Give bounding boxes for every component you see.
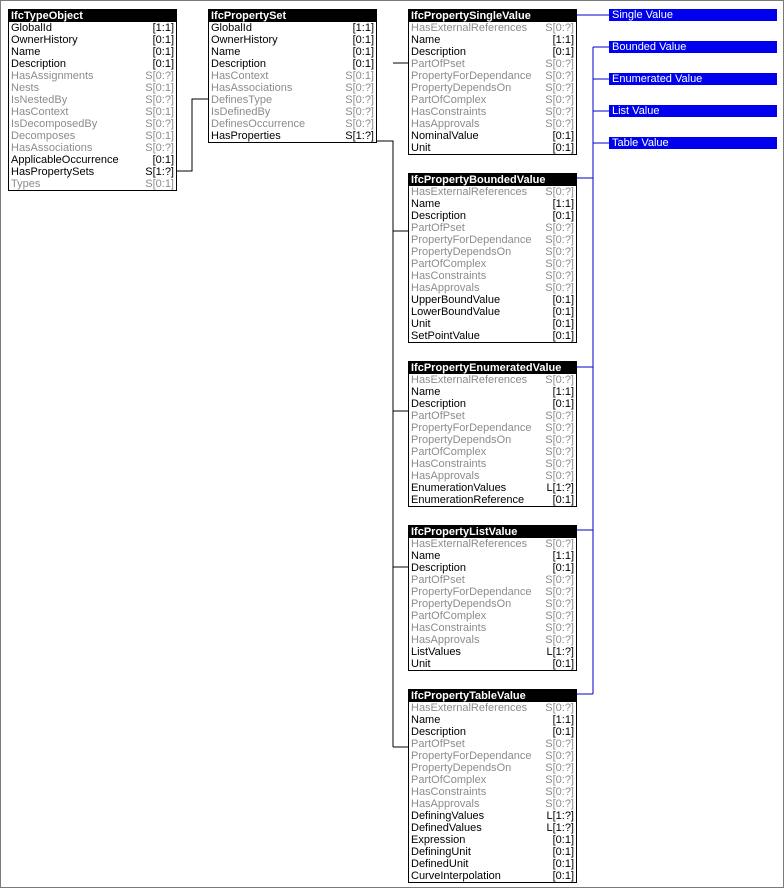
attribute-row[interactable] — [409, 634, 576, 646]
attribute-name: HasApprovals — [411, 470, 480, 482]
entity-ifcpropertylistvalue[interactable] — [408, 525, 577, 671]
attribute-row[interactable] — [209, 70, 376, 82]
attribute-name: Decomposes — [11, 130, 76, 142]
attribute-name: PropertyDependsOn — [411, 762, 512, 774]
attribute-cardinality: S[0:?] — [545, 634, 574, 646]
attribute-cardinality: [0:1] — [352, 34, 374, 46]
attribute-cardinality: [0:1] — [552, 870, 574, 882]
attribute-row[interactable] — [409, 586, 576, 598]
attribute-name: Description — [411, 562, 467, 574]
connector-label-bus — [577, 47, 609, 694]
entity-ifctypeobject[interactable] — [8, 9, 177, 191]
attribute-name: Description — [411, 398, 467, 410]
attribute-row[interactable] — [209, 130, 376, 142]
entity-title: IfcTypeObject — [9, 10, 176, 22]
attribute-row[interactable] — [409, 658, 576, 670]
attribute-cardinality: S[0:?] — [545, 374, 574, 386]
attribute-name: Nests — [11, 82, 40, 94]
attribute-row[interactable] — [409, 446, 576, 458]
attribute-name: Name — [11, 46, 41, 58]
attribute-cardinality: S[0:?] — [545, 258, 574, 270]
label-enumerated-value[interactable]: Enumerated Value — [609, 73, 777, 85]
attribute-name: EnumerationReference — [411, 494, 525, 506]
attribute-name: DefinesOccurrence — [211, 118, 306, 130]
attribute-row[interactable] — [209, 58, 376, 70]
attribute-cardinality: S[0:?] — [545, 798, 574, 810]
attribute-cardinality: S[0:?] — [545, 422, 574, 434]
attribute-name: PropertyDependsOn — [411, 82, 512, 94]
attribute-cardinality: S[0:?] — [545, 22, 574, 34]
attribute-cardinality: S[0:?] — [545, 762, 574, 774]
attribute-row[interactable] — [409, 774, 576, 786]
attribute-name: HasAssociations — [211, 82, 293, 94]
attribute-cardinality: S[1:?] — [145, 166, 174, 178]
entity-title: IfcPropertySet — [209, 10, 376, 22]
attribute-cardinality: [0:1] — [152, 34, 174, 46]
attribute-cardinality: S[0:?] — [145, 118, 174, 130]
attribute-row[interactable] — [409, 434, 576, 446]
attribute-row[interactable] — [409, 106, 576, 118]
entity-ifcpropertyenumeratedvalue[interactable] — [408, 361, 577, 507]
attribute-cardinality: S[0:?] — [545, 70, 574, 82]
attribute-row[interactable] — [409, 750, 576, 762]
attribute-cardinality: [1:1] — [152, 22, 174, 34]
attribute-cardinality: S[0:1] — [345, 70, 374, 82]
attribute-row[interactable] — [409, 82, 576, 94]
attribute-row[interactable] — [409, 726, 576, 738]
attribute-row[interactable] — [9, 94, 176, 106]
attribute-cardinality: S[0:?] — [545, 470, 574, 482]
attribute-name: HasConstraints — [411, 270, 487, 282]
attribute-name: HasExternalReferences — [411, 702, 528, 714]
attribute-row[interactable] — [409, 610, 576, 622]
entity-title: IfcPropertyListValue — [409, 526, 576, 538]
attribute-name: OwnerHistory — [211, 34, 278, 46]
attribute-name: Name — [411, 386, 441, 398]
attribute-cardinality: L[1:?] — [546, 822, 574, 834]
attribute-name: PartOfComplex — [411, 610, 487, 622]
attribute-name: PropertyDependsOn — [411, 598, 512, 610]
attribute-cardinality: S[0:?] — [545, 82, 574, 94]
attribute-row[interactable] — [409, 130, 576, 142]
attribute-row[interactable] — [409, 34, 576, 46]
attribute-row[interactable] — [9, 34, 176, 46]
attribute-cardinality: [0:1] — [552, 398, 574, 410]
attribute-name: HasContext — [211, 70, 269, 82]
attribute-cardinality: L[1:?] — [546, 810, 574, 822]
label-bounded-value[interactable]: Bounded Value — [609, 41, 777, 53]
attribute-row[interactable] — [9, 118, 176, 130]
attribute-cardinality: S[0:?] — [545, 410, 574, 422]
attribute-row[interactable] — [409, 822, 576, 834]
attribute-cardinality: [0:1] — [552, 494, 574, 506]
attribute-cardinality: [0:1] — [552, 210, 574, 222]
attribute-row[interactable] — [409, 270, 576, 282]
attribute-row[interactable] — [409, 142, 576, 154]
attribute-row[interactable] — [409, 186, 576, 198]
attribute-name: PartOfComplex — [411, 258, 487, 270]
attribute-row[interactable] — [409, 422, 576, 434]
attribute-name: GlobalId — [11, 22, 52, 34]
attribute-row[interactable] — [9, 178, 176, 190]
attribute-name: NominalValue — [411, 130, 479, 142]
attribute-name: LowerBoundValue — [411, 306, 501, 318]
attribute-cardinality: [0:1] — [552, 330, 574, 342]
attribute-name: CurveInterpolation — [411, 870, 501, 882]
attribute-cardinality: S[0:?] — [545, 738, 574, 750]
attribute-cardinality: S[0:?] — [545, 750, 574, 762]
attribute-name: Unit — [411, 142, 431, 154]
attribute-cardinality: S[0:?] — [545, 234, 574, 246]
attribute-name: Name — [411, 198, 441, 210]
attribute-name: PropertyDependsOn — [411, 434, 512, 446]
attribute-row[interactable] — [409, 398, 576, 410]
entity-ifcpropertytablevalue[interactable] — [408, 689, 577, 883]
attribute-row[interactable] — [409, 234, 576, 246]
attribute-row[interactable] — [409, 94, 576, 106]
attribute-name: HasApprovals — [411, 282, 480, 294]
attribute-cardinality: [0:1] — [352, 58, 374, 70]
attribute-cardinality: [0:1] — [552, 318, 574, 330]
attribute-row[interactable] — [409, 330, 576, 342]
attribute-cardinality: S[0:1] — [145, 178, 174, 190]
attribute-row[interactable] — [409, 386, 576, 398]
attribute-row[interactable] — [409, 574, 576, 586]
attribute-row[interactable] — [409, 118, 576, 130]
attribute-cardinality: S[0:1] — [145, 130, 174, 142]
attribute-name: PropertyDependsOn — [411, 246, 512, 258]
attribute-name: DefinedUnit — [411, 858, 469, 870]
attribute-name: Description — [411, 726, 467, 738]
attribute-name: HasApprovals — [411, 798, 480, 810]
entity-title: IfcPropertyBoundedValue — [409, 174, 576, 186]
attribute-name: PartOfComplex — [411, 94, 487, 106]
entity-ifcpropertysinglevalue[interactable] — [408, 9, 577, 155]
attribute-row[interactable] — [409, 374, 576, 386]
attribute-row[interactable] — [409, 482, 576, 494]
attribute-cardinality: [1:1] — [552, 34, 574, 46]
attribute-cardinality: S[0:?] — [545, 106, 574, 118]
attribute-cardinality: [1:1] — [352, 22, 374, 34]
attribute-cardinality: [0:1] — [552, 294, 574, 306]
attribute-cardinality: S[0:?] — [545, 458, 574, 470]
entity-ifcpropertyset[interactable] — [208, 9, 377, 143]
attribute-row[interactable] — [209, 94, 376, 106]
attribute-row[interactable] — [409, 846, 576, 858]
attribute-name: IsDefinedBy — [211, 106, 271, 118]
attribute-cardinality: [1:1] — [552, 386, 574, 398]
attribute-name: PropertyForDependance — [411, 70, 532, 82]
attribute-cardinality: S[0:?] — [545, 774, 574, 786]
label-list-value[interactable]: List Value — [609, 105, 777, 117]
attribute-name: PartOfPset — [411, 222, 465, 234]
attribute-cardinality: S[0:?] — [545, 610, 574, 622]
attribute-row[interactable] — [209, 118, 376, 130]
attribute-cardinality: [0:1] — [152, 46, 174, 58]
attribute-name: Description — [411, 46, 467, 58]
attribute-row[interactable] — [409, 550, 576, 562]
attribute-row[interactable] — [409, 702, 576, 714]
attribute-row[interactable] — [409, 282, 576, 294]
attribute-row[interactable] — [409, 762, 576, 774]
attribute-row[interactable] — [209, 34, 376, 46]
attribute-cardinality: S[0:?] — [345, 82, 374, 94]
attribute-cardinality: S[0:?] — [545, 538, 574, 550]
attribute-name: HasConstraints — [411, 786, 487, 798]
attribute-cardinality: S[1:?] — [345, 130, 374, 142]
attribute-cardinality: S[0:?] — [545, 622, 574, 634]
attribute-cardinality: S[0:?] — [345, 118, 374, 130]
attribute-row[interactable] — [409, 318, 576, 330]
entity-title: IfcPropertySingleValue — [409, 10, 576, 22]
attribute-cardinality: S[0:1] — [145, 82, 174, 94]
attribute-name: Unit — [411, 658, 431, 670]
attribute-cardinality: [0:1] — [552, 306, 574, 318]
attribute-cardinality: S[0:?] — [345, 106, 374, 118]
attribute-row[interactable] — [409, 22, 576, 34]
attribute-name: DefiningValues — [411, 810, 485, 822]
attribute-row[interactable] — [409, 222, 576, 234]
attribute-row[interactable] — [409, 834, 576, 846]
attribute-row[interactable] — [409, 198, 576, 210]
attribute-row[interactable] — [409, 810, 576, 822]
attribute-cardinality: [0:1] — [152, 58, 174, 70]
attribute-cardinality: S[0:?] — [545, 282, 574, 294]
attribute-name: ApplicableOccurrence — [11, 154, 119, 166]
attribute-row[interactable] — [409, 258, 576, 270]
attribute-name: HasConstraints — [411, 106, 487, 118]
attribute-name: Name — [411, 550, 441, 562]
attribute-name: HasApprovals — [411, 118, 480, 130]
attribute-row[interactable] — [409, 622, 576, 634]
attribute-name: Unit — [411, 318, 431, 330]
attribute-name: PropertyForDependance — [411, 234, 532, 246]
attribute-cardinality: S[0:?] — [545, 58, 574, 70]
connector-typeobject-to-propertyset — [176, 99, 208, 171]
attribute-name: HasExternalReferences — [411, 374, 528, 386]
attribute-cardinality: S[0:?] — [345, 94, 374, 106]
attribute-row[interactable] — [409, 70, 576, 82]
attribute-row[interactable] — [409, 562, 576, 574]
attribute-row[interactable] — [9, 22, 176, 34]
label-single-value[interactable]: Single Value — [609, 9, 777, 21]
attribute-row[interactable] — [9, 70, 176, 82]
attribute-name: HasConstraints — [411, 622, 487, 634]
attribute-name: IsDecomposedBy — [11, 118, 98, 130]
attribute-cardinality: L[1:?] — [546, 646, 574, 658]
attribute-row[interactable] — [409, 798, 576, 810]
attribute-name: Name — [411, 34, 441, 46]
attribute-row[interactable] — [409, 294, 576, 306]
attribute-name: HasContext — [11, 106, 69, 118]
attribute-cardinality: [0:1] — [552, 142, 574, 154]
attribute-cardinality: S[0:?] — [545, 94, 574, 106]
attribute-cardinality: S[0:?] — [545, 574, 574, 586]
attribute-row[interactable] — [209, 106, 376, 118]
attribute-row[interactable] — [9, 82, 176, 94]
attribute-name: ListValues — [411, 646, 461, 658]
attribute-cardinality: S[0:?] — [545, 598, 574, 610]
attribute-name: DefinesType — [211, 94, 273, 106]
attribute-name: OwnerHistory — [11, 34, 78, 46]
attribute-cardinality: S[0:?] — [545, 222, 574, 234]
attribute-cardinality: S[0:?] — [545, 434, 574, 446]
attribute-cardinality: [0:1] — [552, 562, 574, 574]
attribute-name: Name — [211, 46, 241, 58]
attribute-cardinality: S[0:?] — [545, 186, 574, 198]
attribute-cardinality: [0:1] — [552, 834, 574, 846]
entity-title: IfcPropertyTableValue — [409, 690, 576, 702]
attribute-cardinality: S[0:?] — [545, 118, 574, 130]
attribute-name: Description — [411, 210, 467, 222]
attribute-row[interactable] — [409, 786, 576, 798]
attribute-cardinality: [0:1] — [552, 130, 574, 142]
attribute-name: PartOfPset — [411, 738, 465, 750]
attribute-name: UpperBoundValue — [411, 294, 501, 306]
attribute-cardinality: [0:1] — [552, 726, 574, 738]
attribute-row[interactable] — [409, 246, 576, 258]
attribute-name: Types — [11, 178, 41, 190]
attribute-name: PartOfComplex — [411, 774, 487, 786]
attribute-cardinality: [0:1] — [552, 658, 574, 670]
attribute-name: IsNestedBy — [11, 94, 68, 106]
attribute-cardinality: S[0:?] — [545, 786, 574, 798]
attribute-name: HasAssociations — [11, 142, 93, 154]
attribute-name: HasPropertySets — [11, 166, 95, 178]
attribute-cardinality: L[1:?] — [546, 482, 574, 494]
attribute-row[interactable] — [409, 646, 576, 658]
attribute-row[interactable] — [9, 58, 176, 70]
attribute-cardinality: [1:1] — [552, 198, 574, 210]
attribute-name: DefiningUnit — [411, 846, 471, 858]
attribute-row[interactable] — [409, 410, 576, 422]
attribute-row[interactable] — [209, 82, 376, 94]
attribute-cardinality: S[0:?] — [145, 142, 174, 154]
attribute-cardinality: S[0:?] — [145, 70, 174, 82]
attribute-cardinality: [1:1] — [552, 550, 574, 562]
attribute-row[interactable] — [9, 130, 176, 142]
attribute-name: HasProperties — [211, 130, 281, 142]
attribute-cardinality: S[0:1] — [145, 106, 174, 118]
attribute-row[interactable] — [9, 46, 176, 58]
attribute-row[interactable] — [9, 142, 176, 154]
attribute-row[interactable] — [409, 458, 576, 470]
attribute-name: PartOfComplex — [411, 446, 487, 458]
attribute-name: PartOfPset — [411, 410, 465, 422]
attribute-row[interactable] — [409, 598, 576, 610]
attribute-row[interactable] — [409, 46, 576, 58]
attribute-name: Name — [411, 714, 441, 726]
attribute-cardinality: S[0:?] — [545, 586, 574, 598]
attribute-row[interactable] — [409, 738, 576, 750]
attribute-row[interactable] — [409, 470, 576, 482]
attribute-row[interactable] — [9, 166, 176, 178]
attribute-name: HasConstraints — [411, 458, 487, 470]
entity-ifcpropertyboundedvalue[interactable] — [408, 173, 577, 343]
attribute-cardinality: [0:1] — [552, 46, 574, 58]
attribute-row[interactable] — [409, 306, 576, 318]
attribute-cardinality: [0:1] — [552, 858, 574, 870]
attribute-row[interactable] — [409, 858, 576, 870]
attribute-name: PropertyForDependance — [411, 422, 532, 434]
attribute-row[interactable] — [209, 22, 376, 34]
attribute-cardinality: S[0:?] — [145, 94, 174, 106]
attribute-name: Expression — [411, 834, 466, 846]
attribute-row[interactable] — [409, 494, 576, 506]
attribute-row[interactable] — [409, 538, 576, 550]
attribute-name: PartOfPset — [411, 58, 465, 70]
entity-title: IfcPropertyEnumeratedValue — [409, 362, 576, 374]
attribute-cardinality: S[0:?] — [545, 702, 574, 714]
attribute-name: HasExternalReferences — [411, 186, 528, 198]
attribute-name: PropertyForDependance — [411, 750, 532, 762]
attribute-name: HasApprovals — [411, 634, 480, 646]
attribute-name: Description — [211, 58, 267, 70]
attribute-row[interactable] — [409, 714, 576, 726]
attribute-row[interactable] — [209, 46, 376, 58]
attribute-row[interactable] — [409, 210, 576, 222]
attribute-name: HasAssignments — [11, 70, 94, 82]
attribute-row[interactable] — [409, 58, 576, 70]
attribute-name: PartOfPset — [411, 574, 465, 586]
attribute-name: DefinedValues — [411, 822, 482, 834]
attribute-cardinality: S[0:?] — [545, 246, 574, 258]
attribute-cardinality: [0:1] — [552, 846, 574, 858]
attribute-name: PropertyForDependance — [411, 586, 532, 598]
attribute-cardinality: S[0:?] — [545, 446, 574, 458]
attribute-name: HasExternalReferences — [411, 538, 528, 550]
label-table-value[interactable]: Table Value — [609, 137, 777, 149]
attribute-row[interactable] — [9, 154, 176, 166]
attribute-name: EnumerationValues — [411, 482, 507, 494]
attribute-cardinality: S[0:?] — [545, 270, 574, 282]
attribute-name: HasExternalReferences — [411, 22, 528, 34]
attribute-name: GlobalId — [211, 22, 252, 34]
attribute-cardinality: [0:1] — [352, 46, 374, 58]
attribute-row[interactable] — [409, 870, 576, 882]
attribute-row[interactable] — [9, 106, 176, 118]
connector-propertyset-to-values — [377, 63, 409, 747]
attribute-name: Description — [11, 58, 67, 70]
attribute-cardinality: [0:1] — [152, 154, 174, 166]
attribute-cardinality: [1:1] — [552, 714, 574, 726]
attribute-name: SetPointValue — [411, 330, 480, 342]
